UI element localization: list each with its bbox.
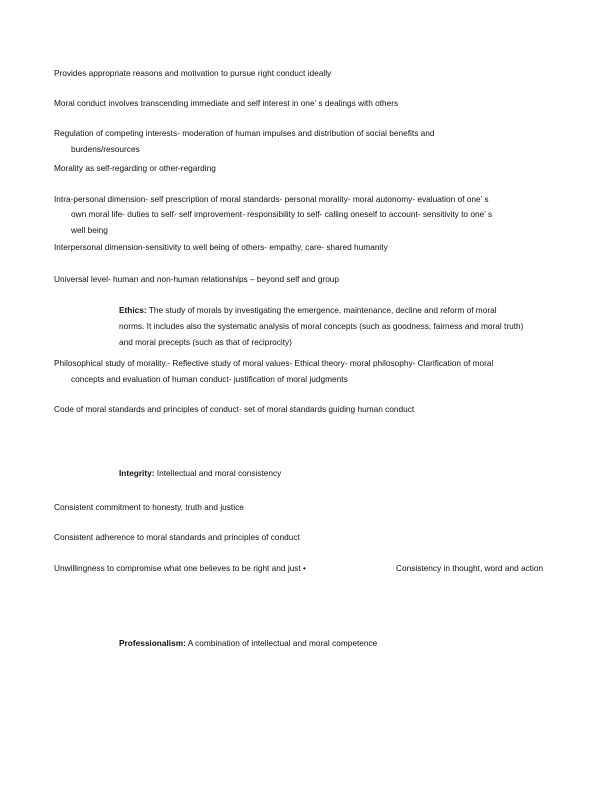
- paragraph-line: burdens/resources: [71, 144, 140, 154]
- paragraph-line: Consistency in thought, word and action: [396, 563, 544, 573]
- paragraph-line: Morality as self-regarding or other-regarding: [54, 163, 216, 173]
- paragraph-line: Universal level- human and non-human relationships – beyond self and group: [54, 274, 340, 284]
- paragraph-line: Intra-personal dimension- self prescription of moral standards- personal morality- moral autonomy- evaluation of one’ s: [54, 194, 489, 204]
- integrity-definition-line: [119, 468, 281, 478]
- paragraph-line: Regulation of competing interests- moderation of human impulses and distribution of social benefits and: [54, 128, 435, 138]
- paragraph-line: well being: [71, 225, 108, 235]
- paragraph-line: and moral precepts (such as that of reciprocity): [119, 337, 292, 347]
- paragraph-line: norms. It includes also the systematic analysis of moral concepts (such as goodness, fairness and moral truth): [119, 321, 524, 331]
- paragraph-line: Philosophical study of morality.- Reflective study of moral values- Ethical theory- moral philosophy- Clarification of moral: [54, 358, 494, 368]
- definition-text: A combination of intellectual and moral competence: [185, 638, 378, 648]
- paragraph-line: concepts and evaluation of human conduct- justification of moral judgments: [71, 374, 348, 384]
- definition-text: The study of morals by investigating the emergence, maintenance, decline and reform of moral: [146, 305, 497, 315]
- professionalism-definition-line: [119, 638, 377, 648]
- paragraph-line: Consistent adherence to moral standards and principles of conduct: [54, 532, 300, 542]
- ethics-definition-line: [119, 305, 497, 315]
- term-professionalism: Professionalism:: [119, 638, 186, 648]
- definition-text: Intellectual and moral consistency: [154, 468, 282, 478]
- paragraph-line: Moral conduct involves transcending immediate and self interest in one’ s dealings with others: [54, 98, 399, 108]
- paragraph-line: own moral life- duties to self- self improvement- responsibility to self- calling oneself to account- sensitivity to one’ s: [71, 209, 493, 219]
- term-ethics: Ethics:: [119, 305, 147, 315]
- paragraph-line: Provides appropriate reasons and motivation to pursue right conduct ideally: [54, 68, 332, 78]
- paragraph-line: Interpersonal dimension-sensitivity to well being of others- empathy, care- shared humanity: [54, 242, 388, 252]
- paragraph-line: Code of moral standards and principles of conduct- set of moral standards guiding human conduct: [54, 404, 415, 414]
- paragraph-line: Consistent commitment to honesty, truth and justice: [54, 502, 244, 512]
- term-integrity: Integrity:: [119, 468, 155, 478]
- paragraph-line: Unwillingness to compromise what one believes to be right and just •: [54, 563, 306, 573]
